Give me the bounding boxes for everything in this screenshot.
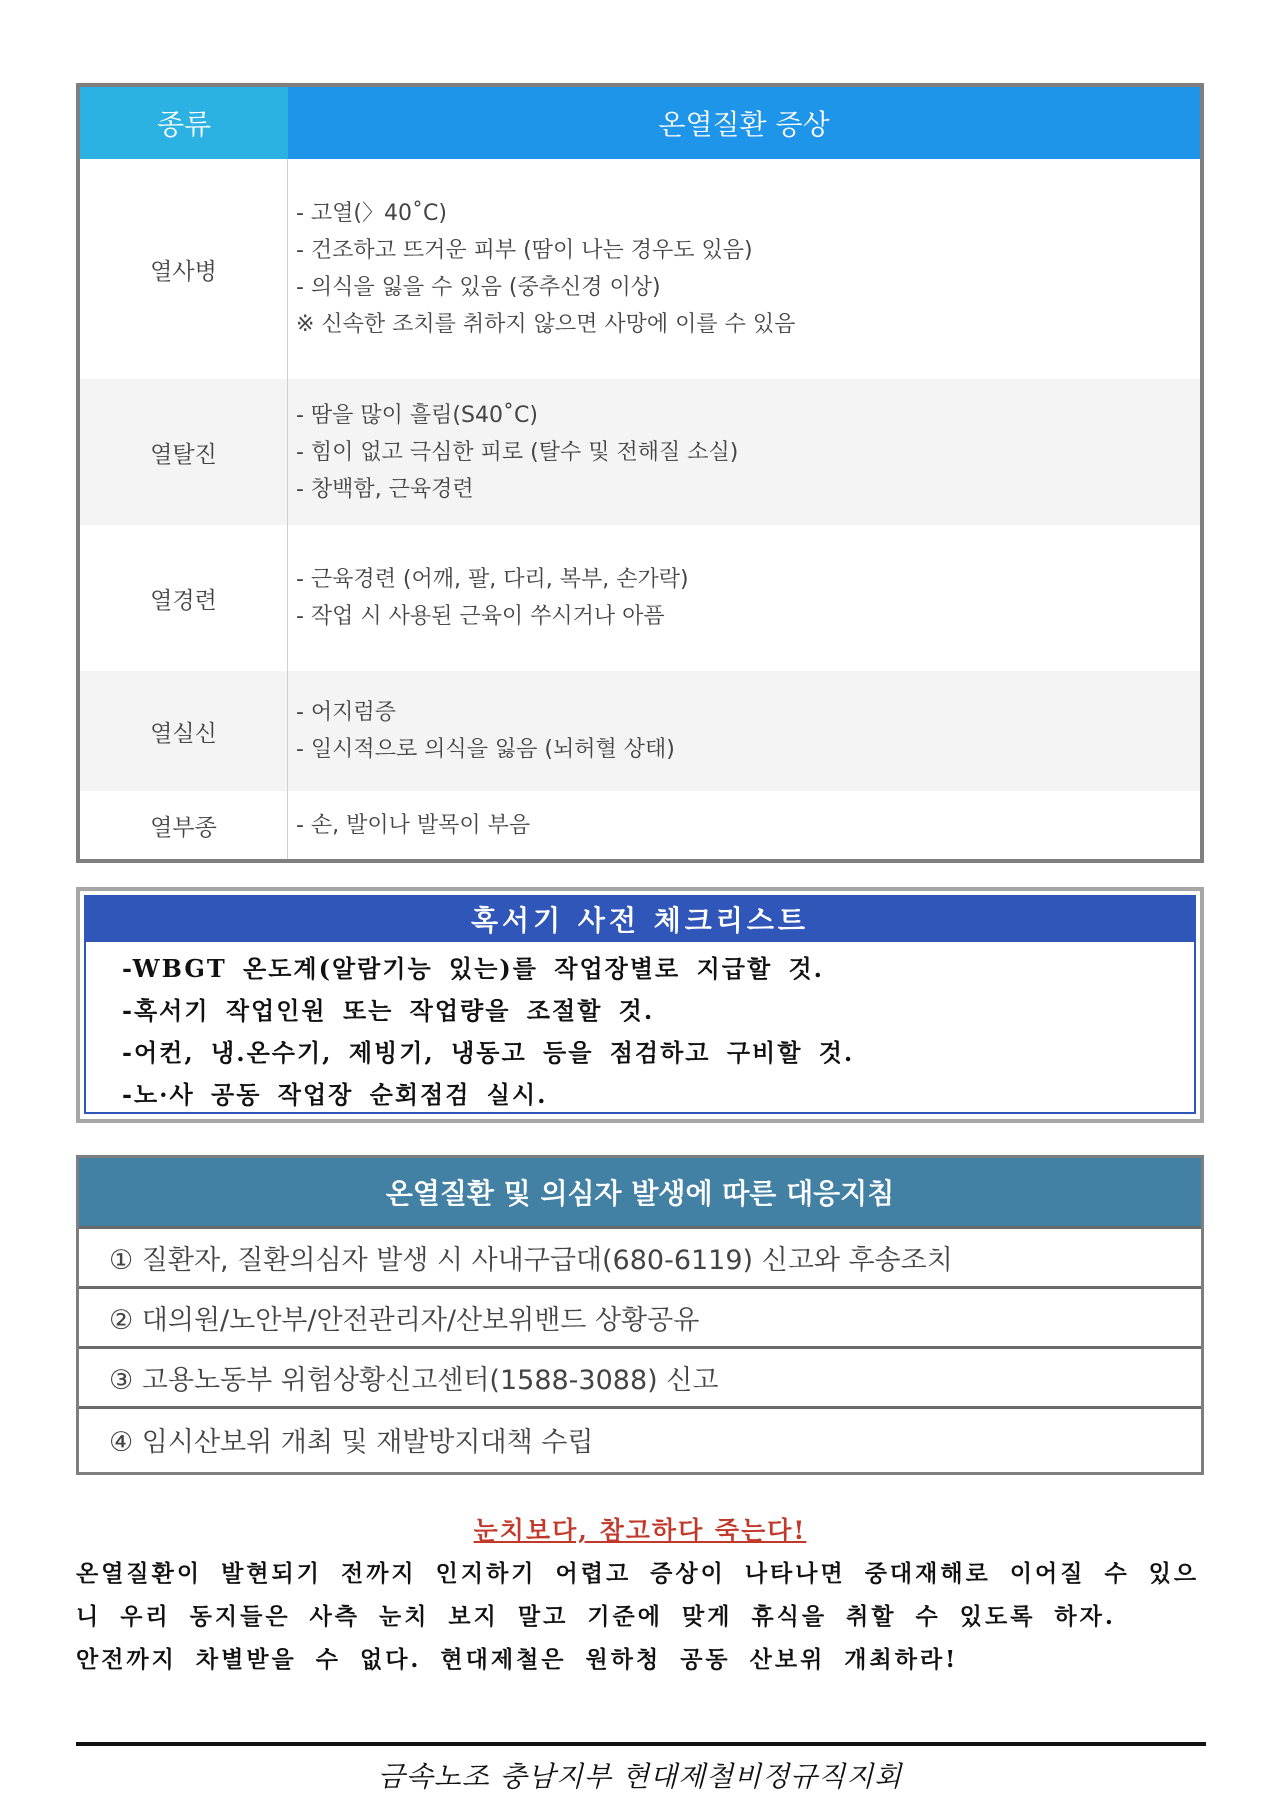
checklist-item: -WBGT 온도계(알람기능 있는)를 작업장별로 지급할 것. — [122, 954, 825, 983]
desc-line: - 근육경련 (어깨, 팔, 다리, 복부, 손가락) — [296, 567, 689, 592]
table-row — [80, 791, 1200, 859]
row-desc — [288, 671, 1200, 791]
row-type: 열부종 — [80, 791, 288, 859]
desc-line: - 일시적으로 의식을 잃음 (뇌허혈 상태) — [296, 737, 675, 762]
header-type: 종류 — [80, 87, 288, 159]
desc-line: - 건조하고 뜨거운 피부 (땀이 나는 경우도 있음) — [296, 238, 753, 263]
row-type: 열탈진 — [80, 379, 288, 525]
table-row — [80, 159, 1200, 379]
table-row — [80, 525, 1200, 671]
desc-line: - 힘이 없고 극심한 피로 (탈수 및 전해질 소실) — [296, 439, 739, 465]
closing-line: 안전까지 차별받을 수 없다. 현대제철은 원하청 공동 산보위 개최하라! — [76, 1646, 959, 1673]
checklist-box — [76, 887, 1204, 1123]
checklist-item: -어컨, 냉.온수기, 제빙기, 냉동고 등을 점검하고 구비할 것. — [122, 1038, 855, 1067]
desc-line: - 작업 시 사용된 근육이 쑤시거나 아픔 — [296, 604, 665, 629]
row-type: 열실신 — [80, 671, 288, 791]
closing-paragraph — [76, 1552, 1206, 1681]
header-symptoms: 온열질환 증상 — [288, 87, 1200, 159]
table-row — [80, 379, 1200, 525]
row-desc — [288, 379, 1200, 525]
checklist-title: 혹서기 사전 체크리스트 — [84, 895, 1196, 942]
signature: 금속노조 충남지부 현대제철비정규직지회 — [377, 1760, 903, 1793]
desc-line: - 고열(〉40˚C) — [296, 201, 447, 226]
footer-divider — [76, 1742, 1206, 1746]
closing-line: 니 우리 동지들은 사측 눈치 보지 말고 기준에 맞게 휴식을 취할 수 있도록 하자. — [76, 1603, 1116, 1630]
response-step: ① 질환자, 질환의심자 발생 시 사내구급대(680-6119) 신고와 후송조치 — [79, 1229, 1201, 1289]
slogan: 눈치보다, 참고하다 죽는다! — [473, 1516, 807, 1545]
response-guide-box — [76, 1155, 1204, 1475]
checklist-item: -노·사 공동 작업장 순회점검 실시. — [122, 1080, 548, 1109]
checklist-list — [84, 942, 1196, 1114]
desc-line: - 땀을 많이 흘림(S40˚C) — [296, 402, 538, 428]
response-guide-title: 온열질환 및 의심자 발생에 따른 대응지침 — [79, 1158, 1201, 1229]
table-row — [80, 671, 1200, 791]
row-type: 열경련 — [80, 525, 288, 671]
response-step: ② 대의원/노안부/안전관리자/산보위밴드 상황공유 — [79, 1289, 1201, 1349]
response-step: ④ 임시산보위 개최 및 재발방지대책 수립 — [109, 1426, 594, 1458]
row-desc — [288, 159, 1200, 379]
desc-line: - 손, 발이나 발목이 부음 — [296, 812, 531, 838]
desc-line: - 어지럼증 — [296, 700, 396, 725]
row-desc — [288, 791, 1200, 859]
desc-line: ※ 신속한 조치를 취하지 않으면 사망에 이를 수 있음 — [296, 312, 796, 337]
symptoms-table — [76, 83, 1204, 863]
row-desc — [288, 525, 1200, 671]
desc-line: - 창백함, 근육경련 — [296, 476, 474, 502]
row-type: 열사병 — [80, 159, 288, 379]
closing-line: 온열질환이 발현되기 전까지 인지하기 어렵고 증상이 나타나면 중대재해로 이어질 수 있으 — [76, 1560, 1200, 1587]
checklist-item: -혹서기 작업인원 또는 작업량을 조절할 것. — [122, 996, 655, 1025]
desc-line: - 의식을 잃을 수 있음 (중추신경 이상) — [296, 275, 661, 300]
response-step: ③ 고용노동부 위험상황신고센터(1588-3088) 신고 — [79, 1349, 1201, 1409]
table-header — [80, 87, 1200, 159]
